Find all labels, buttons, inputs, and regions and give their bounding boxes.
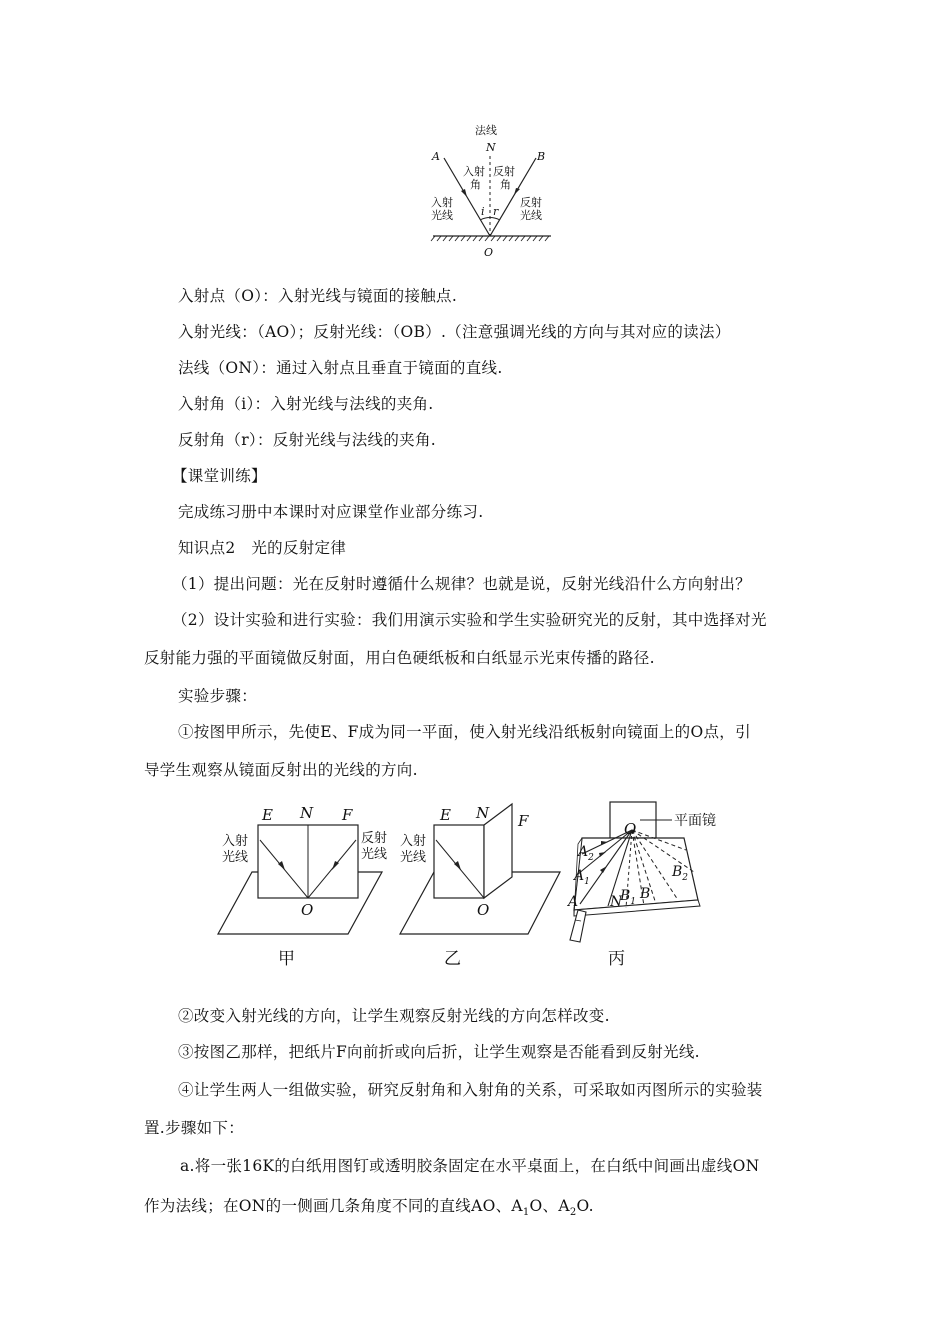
bing-O: O: [624, 820, 637, 838]
incident-ray-1: 入射: [431, 196, 453, 209]
incidence-angle-1: 入射: [463, 165, 485, 178]
yi-E: E: [440, 806, 451, 824]
knowledge-point-2: 知识点2 光的反射定律: [178, 539, 347, 557]
bing-A1: $A_1$: [574, 868, 590, 887]
jia-E: E: [262, 806, 273, 824]
para-step-a-2-sub2: 2: [569, 1207, 577, 1219]
yi-incident-2: 光线: [400, 850, 427, 865]
para-step3: ③按图乙那样，把纸片F向前折或向后折，让学生观察是否能看到反射光线.: [178, 1043, 700, 1061]
bing-caption: 丙: [608, 949, 625, 969]
incident-ray-2: 光线: [431, 209, 453, 222]
reflected-arrow: [514, 188, 520, 195]
bing-B: B: [640, 886, 651, 902]
jia-incident-2: 光线: [222, 850, 249, 865]
bing-B2: $B_2$: [672, 864, 689, 883]
para-step4-1: ④让学生两人一组做实验，研究反射角和入射角的关系，可采取如丙图所示的实验装: [178, 1081, 763, 1099]
mirror-hatching: [431, 236, 549, 241]
para-step4-2: 置.步骤如下：: [144, 1119, 245, 1137]
para-exercise: 完成练习册中本课时对应课堂作业部分练习.: [178, 503, 484, 521]
para-step-a-1: a.将一张16K的白纸用图钉或透明胶条固定在水平桌面上，在白纸中间画出虚线ON: [180, 1157, 760, 1175]
label-i: i: [481, 205, 485, 218]
bing-mirror-label: 平面镜: [674, 813, 716, 829]
para-reflection-angle: 反射角（r）：反射光线与法线的夹角.: [178, 431, 436, 449]
yi-board-e: [434, 825, 484, 898]
bing-N: N: [610, 894, 623, 910]
bing-B1: $B_1$: [620, 888, 637, 907]
yi-caption: 乙: [444, 949, 461, 969]
para-step-a-2: [144, 1196, 594, 1223]
jia-F: F: [342, 806, 353, 824]
para-step-a-2-part3: O.: [576, 1197, 594, 1215]
para-step1-2: 导学生观察从镜面反射出的光线的方向.: [144, 761, 418, 779]
para-question: （1）提出问题：光在反射时遵循什么规律？也就是说，反射光线沿什么方向射出？: [172, 575, 751, 593]
label-O: O: [484, 246, 494, 259]
para-step2: ②改变入射光线的方向，让学生观察反射光线的方向怎样改变.: [178, 1007, 610, 1025]
para-incidence-angle: 入射角（i）：入射光线与法线的夹角.: [178, 395, 434, 413]
reflection-angle-1: 反射: [493, 165, 515, 178]
jia-reflected-1: 反射: [361, 831, 388, 846]
bing-A: A: [568, 894, 579, 910]
yi-O: O: [477, 901, 490, 919]
yi-F: F: [518, 812, 529, 830]
para-design-2: 反射能力强的平面镜做反射面，用白色硬纸板和白纸显示光束传播的路径.: [144, 649, 655, 667]
incidence-angle-2: 角: [470, 178, 481, 191]
para-step-a-2-sub1: 1: [522, 1207, 530, 1219]
bing-A2: $A_2$: [578, 844, 594, 863]
label-N: N: [486, 141, 496, 154]
reflection-diagram: [428, 120, 558, 260]
jia-O: O: [301, 901, 314, 919]
incident-arrow: [461, 189, 467, 197]
jia-N: N: [300, 804, 314, 822]
figure-yi: [398, 800, 568, 970]
reflection-angle-2: 角: [500, 178, 511, 191]
label-r: r: [493, 205, 499, 218]
para-normal: 法线（ON）：通过入射点且垂直于镜面的直线.: [178, 359, 503, 377]
para-steps-title: 实验步骤：: [178, 687, 258, 705]
jia-caption: 甲: [278, 949, 295, 969]
figure-bing: [556, 800, 756, 970]
reflected-ray-2: 光线: [520, 209, 542, 222]
flashlight-icon: [570, 910, 586, 942]
label-B: B: [537, 150, 546, 163]
yi-N: N: [476, 804, 490, 822]
yi-incident-1: 入射: [400, 834, 427, 849]
para-step-a-2-part2: O、A: [529, 1197, 570, 1215]
para-step-a-2-part1: 作为法线；在ON的一侧画几条角度不同的直线AO、A: [144, 1197, 523, 1215]
para-step1-1: ①按图甲所示，先使E、F成为同一平面，使入射光线沿纸板射向镜面上的O点，引: [178, 723, 751, 741]
jia-reflected-2: 光线: [361, 847, 388, 862]
normal-label: 法线: [475, 124, 497, 137]
section-classroom-training: 【课堂训练】: [172, 467, 267, 485]
label-A: A: [432, 150, 440, 163]
reflected-ray-1: 反射: [520, 196, 542, 209]
para-design-1: （2）设计实验和进行实验：我们用演示实验和学生实验研究光的反射，其中选择对光: [172, 611, 767, 629]
para-rays: 入射光线：（AO）；反射光线：（OB）.（注意强调光线的方向与其对应的读法）: [178, 323, 731, 341]
jia-incident-1: 入射: [222, 834, 249, 849]
figure-jia: [216, 800, 396, 970]
para-incidence-point: 入射点（O）：入射光线与镜面的接触点.: [178, 287, 458, 305]
